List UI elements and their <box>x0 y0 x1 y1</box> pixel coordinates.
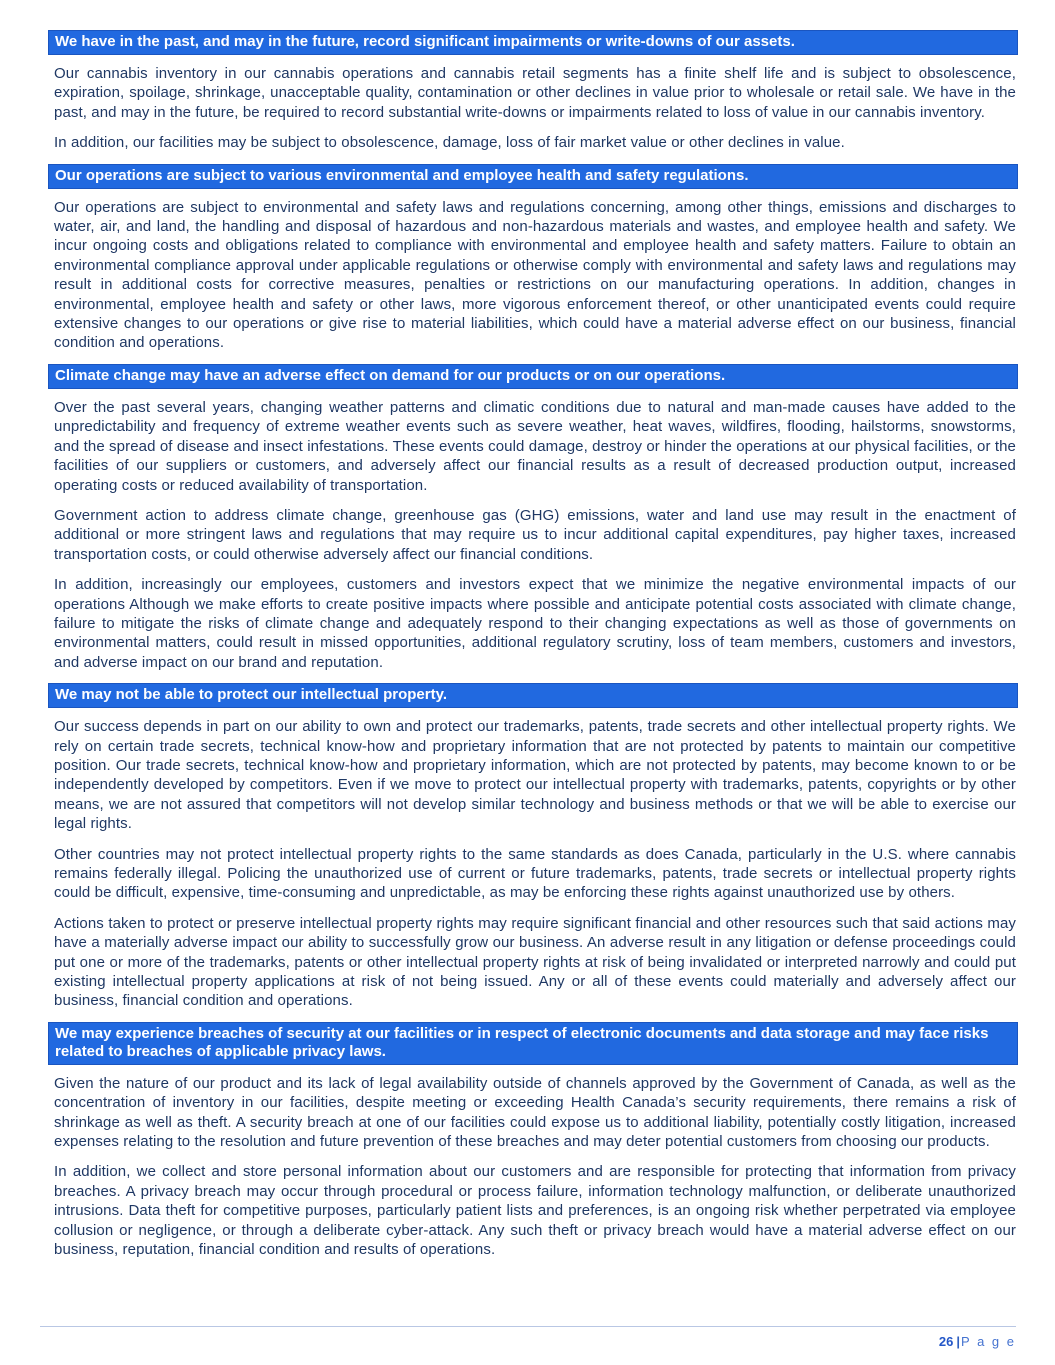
page-footer <box>40 1326 1016 1349</box>
risk-heading-environmental-regulations: Our operations are subject to various environmental and employee health and safety regulations. <box>48 164 1018 189</box>
risk-paragraph: Given the nature of our product and its lack of legal availability outside of channels approved by the Government of Canada, as well as the concentration of inventory in our facilities, despite meeting or exceeding Health Canada’s security requirements, there remains a risk of shrinkage as well as theft. A security breach at one of our facilities could expose us to additional liability, potentially costly litigation, increased expenses relating to the resolution and future prevention of these breaches and may deter potential customers from choosing our products. <box>54 1074 1016 1151</box>
footer-separator: | <box>956 1334 961 1349</box>
risk-paragraph: Our cannabis inventory in our cannabis operations and cannabis retail segments has a finite shelf life and is subject to obsolescence, expiration, spoilage, shrinkage, unacceptable quality, contamination or other declines in value prior to wholesale or retail sale. We have in the past, and may in the future, be required to record substantial write-downs or impairments related to loss of value in our cannabis inventory. <box>54 65 1016 121</box>
risk-heading-impairments: We have in the past, and may in the future, record significant impairments or write-downs of our assets. <box>48 30 1018 55</box>
risk-paragraph: In addition, our facilities may be subject to obsolescence, damage, loss of fair market value or other declines in value. <box>54 134 845 152</box>
risk-paragraph: In addition, increasingly our employees, customers and investors expect that we minimize the negative environmental impacts of our operations Although we make efforts to create positive impacts where possible and anticipate potential costs associated with climate change, failure to mitigate the risks of climate change and adequately respond to their changing expectations as well as those of governments on environmental matters, could result in missed opportunities, additional regulatory scrutiny, loss of team members, customers and investors, and adverse impact on our brand and reputation. <box>54 576 1016 671</box>
risk-paragraph: Our success depends in part on our ability to own and protect our trademarks, patents, trade secrets and other intellectual property rights. We rely on certain trade secrets, technical know-how and proprietary information that are not protected by patents to maintain our competitive position. Our trade secrets, technical know-how and proprietary information, which are not protected by patents, may become known to or be independently developed by competitors. Even if we move to protect our intellectual property with trademarks, patents, copyrights or by other means, we are not assured that competitors will not develop similar technology and business methods or that we will be able to exercise our legal rights. <box>54 718 1016 833</box>
risk-paragraph: In addition, we collect and store personal information about our customers and are responsible for protecting that information from privacy breaches. A privacy breach may occur through procedural or process failure, information technology malfunction, or deliberate unauthorized intrusions. Data theft for competitive purposes, particularly patient lists and preferences, is an ongoing risk whether perpetrated via employee collusion or negligence, or through a deliberate cyber-attack. Any such theft or privacy breach would have a material adverse effect on our business, reputation, financial condition and results of operations. <box>54 1163 1016 1259</box>
risk-paragraph: Over the past several years, changing weather patterns and climatic conditions due to natural and man-made causes have added to the unpredictability and frequency of extreme weather events such as severe weather, heat waves, wildfires, flooding, hailstorms, snowstorms, and the spread of disease and insect infestations. These events could damage, destroy or hinder the operations at our physical facilities, or the facilities of our suppliers or customers, and adversely affect our financial results as a result of decreased production output, increased operating costs or reduced availability of transportation. <box>54 398 1016 494</box>
document-content <box>48 30 1018 1260</box>
risk-paragraph: Government action to address climate change, greenhouse gas (GHG) emissions, water and land use may result in the enactment of additional or more stringent laws and regulations that may require us to incur additional capital expenditures, pay higher taxes, increased transportation costs, or could otherwise adversely affect our financial conditions. <box>54 506 1016 563</box>
risk-paragraph: Actions taken to protect or preserve intellectual property rights may require significant financial and other resources such that said actions may have a materially adverse impact our ability to successfully grow our business. An adverse result in any litigation or defense proceedings could put one or more of the trademarks, patents or other intellectual property rights at risk of being invalidated or interpreted narrowly and could put existing intellectual property applications at risk of not being issued. Any or all of these events could materially and adversely affect our business, financial condition and operations. <box>54 914 1016 1010</box>
risk-heading-security-breaches: We may experience breaches of security at our facilities or in respect of electronic documents and data storage and may face risks related to breaches of applicable privacy laws. <box>48 1022 1018 1065</box>
risk-paragraph: Our operations are subject to environmental and safety laws and regulations concerning, among other things, emissions and discharges to water, air, and land, the handling and disposal of hazardous and non-hazardous materials and wastes, and employee health and safety. We incur ongoing costs and obligations related to compliance with environmental and employee health and safety matters. Failure to obtain an environmental compliance approval under applicable regulations or otherwise comply with environmental and safety laws and regulations may result in additional costs for corrective measures, penalties or restrictions on our manufacturing operations. In addition, changes in environmental, employee health and safety or other laws, more vigorous enforcement thereof, or other unanticipated events could require extensive changes to our operations or give rise to material liabilities, which could have a material adverse effect on our business, financial condition and operations. <box>54 198 1016 352</box>
risk-heading-intellectual-property: We may not be able to protect our intellectual property. <box>48 683 1018 708</box>
page-number: 26 <box>938 1334 954 1349</box>
risk-paragraph: Other countries may not protect intellectual property rights to the same standards as does Canada, particularly in the U.S. where cannabis remains federally illegal. Policing the unauthorized use of current or future trademarks, patents, trade secrets or intellectual property rights could be difficult, expensive, time-consuming and unpredictable, as may be enforcing these rights against unauthorized use by others. <box>54 845 1016 902</box>
risk-heading-climate-change: Climate change may have an adverse effect on demand for our products or on our operations. <box>48 364 1018 389</box>
footer-page-label: P a g e <box>961 1334 1016 1349</box>
